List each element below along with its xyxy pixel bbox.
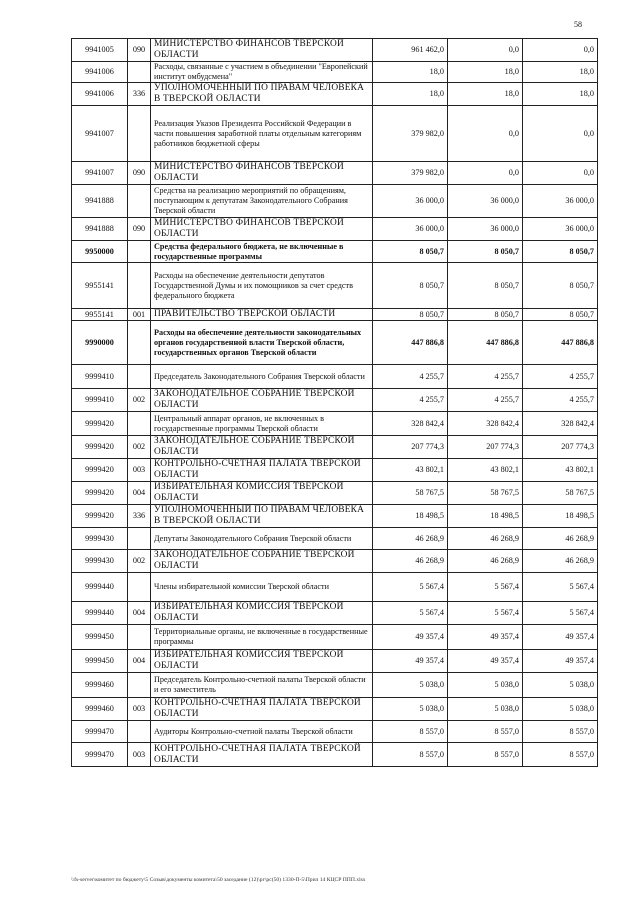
table-row [72, 459, 598, 482]
row-value-1: 18,0 [373, 83, 448, 106]
row-name: Расходы, связанные с участием в объединении "Европейский институт омбудсмена" [151, 62, 373, 83]
row-name: КОНТРОЛЬНО-СЧЕТНАЯ ПАЛАТА ТВЕРСКОЙ ОБЛАСТИ [151, 459, 373, 482]
row-value-1: 49 357,4 [373, 625, 448, 650]
row-subcode [128, 673, 151, 698]
budget-table [71, 38, 598, 767]
row-subcode [128, 62, 151, 83]
row-code: 9999420 [72, 459, 128, 482]
table-row [72, 573, 598, 602]
row-code: 9999460 [72, 673, 128, 698]
table-row [72, 743, 598, 767]
table-row [72, 482, 598, 505]
row-value-3: 43 802,1 [523, 459, 598, 482]
row-value-1: 4 255,7 [373, 389, 448, 412]
row-value-2: 5 038,0 [448, 698, 523, 721]
row-value-2: 0,0 [448, 162, 523, 185]
table-row [72, 528, 598, 550]
table-row [72, 721, 598, 743]
row-value-2: 49 357,4 [448, 650, 523, 673]
row-value-2: 4 255,7 [448, 389, 523, 412]
row-code: 9941007 [72, 106, 128, 162]
row-value-1: 447 886,8 [373, 321, 448, 365]
row-value-3: 36 000,0 [523, 185, 598, 218]
row-subcode [128, 321, 151, 365]
row-value-2: 0,0 [448, 39, 523, 62]
row-value-1: 379 982,0 [373, 162, 448, 185]
row-value-2: 8 050,7 [448, 241, 523, 263]
row-code: 9999470 [72, 721, 128, 743]
row-name: Председатель Контрольно-счетной палаты Тверской области и его заместитель [151, 673, 373, 698]
row-value-3: 46 268,9 [523, 550, 598, 573]
row-name: Территориальные органы, не включенные в государственные программы [151, 625, 373, 650]
row-value-2: 8 557,0 [448, 721, 523, 743]
row-value-2: 49 357,4 [448, 625, 523, 650]
row-name: ЗАКОНОДАТЕЛЬНОЕ СОБРАНИЕ ТВЕРСКОЙ ОБЛАСТИ [151, 550, 373, 573]
row-code: 9999420 [72, 412, 128, 436]
table-row [72, 389, 598, 412]
row-value-1: 5 038,0 [373, 698, 448, 721]
row-name: ИЗБИРАТЕЛЬНАЯ КОМИССИЯ ТВЕРСКОЙ ОБЛАСТИ [151, 602, 373, 625]
row-code: 9999420 [72, 482, 128, 505]
row-value-2: 4 255,7 [448, 365, 523, 389]
row-value-3: 49 357,4 [523, 650, 598, 673]
page-number: 58 [574, 20, 582, 29]
row-subcode [128, 365, 151, 389]
row-name: Члены избирательной комиссии Тверской области [151, 573, 373, 602]
row-subcode [128, 412, 151, 436]
row-value-1: 328 842,4 [373, 412, 448, 436]
table-row [72, 412, 598, 436]
row-value-3: 5 038,0 [523, 673, 598, 698]
table-row [72, 321, 598, 365]
row-name: Средства на реализацию мероприятий по обращениям, поступающим к депутатам Законодательного Собрания Тверской области [151, 185, 373, 218]
row-value-1: 46 268,9 [373, 550, 448, 573]
row-subcode: 090 [128, 162, 151, 185]
row-value-2: 5 038,0 [448, 673, 523, 698]
row-name: МИНИСТЕРСТВО ФИНАНСОВ ТВЕРСКОЙ ОБЛАСТИ [151, 39, 373, 62]
row-code: 9950000 [72, 241, 128, 263]
row-value-1: 18,0 [373, 62, 448, 83]
row-name: Средства федерального бюджета, не включенные в государственные программы [151, 241, 373, 263]
row-value-2: 5 567,4 [448, 602, 523, 625]
row-code: 9999430 [72, 550, 128, 573]
row-value-3: 49 357,4 [523, 625, 598, 650]
row-name: ЗАКОНОДАТЕЛЬНОЕ СОБРАНИЕ ТВЕРСКОЙ ОБЛАСТИ [151, 436, 373, 459]
row-subcode [128, 185, 151, 218]
row-name: МИНИСТЕРСТВО ФИНАНСОВ ТВЕРСКОЙ ОБЛАСТИ [151, 162, 373, 185]
row-subcode: 001 [128, 309, 151, 321]
table-row [72, 436, 598, 459]
row-value-2: 18,0 [448, 62, 523, 83]
row-name: ИЗБИРАТЕЛЬНАЯ КОМИССИЯ ТВЕРСКОЙ ОБЛАСТИ [151, 482, 373, 505]
row-code: 9999460 [72, 698, 128, 721]
row-value-3: 8 557,0 [523, 721, 598, 743]
row-code: 9999430 [72, 528, 128, 550]
row-subcode: 003 [128, 698, 151, 721]
row-code: 9999440 [72, 602, 128, 625]
table-row [72, 241, 598, 263]
row-subcode: 090 [128, 218, 151, 241]
row-value-1: 46 268,9 [373, 528, 448, 550]
row-name: Расходы на обеспечение деятельности законодательных органов государственной власти Тверской области, государственных органов Тверской области [151, 321, 373, 365]
row-value-1: 5 567,4 [373, 602, 448, 625]
row-name: ЗАКОНОДАТЕЛЬНОЕ СОБРАНИЕ ТВЕРСКОЙ ОБЛАСТИ [151, 389, 373, 412]
row-value-2: 46 268,9 [448, 550, 523, 573]
row-value-2: 328 842,4 [448, 412, 523, 436]
row-value-2: 36 000,0 [448, 218, 523, 241]
row-value-3: 8 050,7 [523, 309, 598, 321]
row-value-2: 0,0 [448, 106, 523, 162]
row-value-1: 58 767,5 [373, 482, 448, 505]
row-name: Депутаты Законодательного Собрания Тверской области [151, 528, 373, 550]
row-value-3: 18,0 [523, 83, 598, 106]
row-value-1: 961 462,0 [373, 39, 448, 62]
row-value-3: 5 038,0 [523, 698, 598, 721]
row-value-1: 8 050,7 [373, 241, 448, 263]
row-code: 9941888 [72, 185, 128, 218]
row-subcode: 336 [128, 83, 151, 106]
table-row [72, 625, 598, 650]
row-subcode: 003 [128, 743, 151, 767]
row-name: Расходы на обеспечение деятельности депутатов Государственной Думы и их помощников за счет средств федерального бюджета [151, 263, 373, 309]
file-path-footer: \\fs-server\комитет по бюджету\5 Созыв\документы комитета\50 заседание (12)\рг\рс(50) 1330-П-5\Прил 14 КЦСР ППП.xlsx [71, 877, 366, 883]
row-value-2: 58 767,5 [448, 482, 523, 505]
row-subcode: 004 [128, 602, 151, 625]
row-code: 9955141 [72, 263, 128, 309]
row-value-3: 4 255,7 [523, 365, 598, 389]
row-value-1: 8 050,7 [373, 309, 448, 321]
row-value-1: 4 255,7 [373, 365, 448, 389]
row-value-1: 8 557,0 [373, 721, 448, 743]
row-value-1: 8 557,0 [373, 743, 448, 767]
row-subcode: 090 [128, 39, 151, 62]
table-row [72, 185, 598, 218]
row-value-3: 5 567,4 [523, 602, 598, 625]
row-code: 9999410 [72, 365, 128, 389]
row-value-3: 18 498,5 [523, 505, 598, 528]
row-name: ИЗБИРАТЕЛЬНАЯ КОМИССИЯ ТВЕРСКОЙ ОБЛАСТИ [151, 650, 373, 673]
row-name: Центральный аппарат органов, не включенных в государственные программы Тверской области [151, 412, 373, 436]
row-value-2: 18,0 [448, 83, 523, 106]
table-row [72, 550, 598, 573]
row-code: 9999440 [72, 573, 128, 602]
table-row [72, 309, 598, 321]
row-subcode: 002 [128, 389, 151, 412]
row-name: УПОЛНОМОЧЕННЫЙ ПО ПРАВАМ ЧЕЛОВЕКА В ТВЕРСКОЙ ОБЛАСТИ [151, 83, 373, 106]
row-subcode: 004 [128, 482, 151, 505]
row-code: 9999450 [72, 650, 128, 673]
row-subcode [128, 721, 151, 743]
row-subcode [128, 106, 151, 162]
row-value-1: 36 000,0 [373, 185, 448, 218]
row-value-3: 36 000,0 [523, 218, 598, 241]
row-value-3: 4 255,7 [523, 389, 598, 412]
row-value-1: 43 802,1 [373, 459, 448, 482]
row-subcode [128, 263, 151, 309]
row-code: 9941006 [72, 62, 128, 83]
row-name: ПРАВИТЕЛЬСТВО ТВЕРСКОЙ ОБЛАСТИ [151, 309, 373, 321]
table-row [72, 162, 598, 185]
row-value-2: 5 567,4 [448, 573, 523, 602]
row-value-2: 207 774,3 [448, 436, 523, 459]
row-value-3: 447 886,8 [523, 321, 598, 365]
row-code: 9941005 [72, 39, 128, 62]
row-value-3: 5 567,4 [523, 573, 598, 602]
row-value-1: 207 774,3 [373, 436, 448, 459]
row-code: 9941006 [72, 83, 128, 106]
row-value-3: 0,0 [523, 39, 598, 62]
row-subcode: 002 [128, 436, 151, 459]
row-subcode: 004 [128, 650, 151, 673]
table-row [72, 62, 598, 83]
row-value-1: 18 498,5 [373, 505, 448, 528]
row-code: 9941007 [72, 162, 128, 185]
table-row [72, 650, 598, 673]
table-row [72, 83, 598, 106]
table-row [72, 218, 598, 241]
row-subcode [128, 625, 151, 650]
row-name: Реализация Указов Президента Российской Федерации в части повышения заработной платы отдельным категориям работников бюджетной сферы [151, 106, 373, 162]
row-code: 9999470 [72, 743, 128, 767]
row-value-1: 379 982,0 [373, 106, 448, 162]
row-value-3: 207 774,3 [523, 436, 598, 459]
row-code: 9941888 [72, 218, 128, 241]
row-code: 9955141 [72, 309, 128, 321]
row-name: МИНИСТЕРСТВО ФИНАНСОВ ТВЕРСКОЙ ОБЛАСТИ [151, 218, 373, 241]
row-value-1: 49 357,4 [373, 650, 448, 673]
row-name: УПОЛНОМОЧЕННЫЙ ПО ПРАВАМ ЧЕЛОВЕКА В ТВЕРСКОЙ ОБЛАСТИ [151, 505, 373, 528]
row-code: 9999420 [72, 505, 128, 528]
row-code: 9999420 [72, 436, 128, 459]
row-value-3: 0,0 [523, 106, 598, 162]
row-value-3: 46 268,9 [523, 528, 598, 550]
row-value-3: 8 050,7 [523, 241, 598, 263]
row-code: 9999410 [72, 389, 128, 412]
table-row [72, 698, 598, 721]
row-name: КОНТРОЛЬНО-СЧЕТНАЯ ПАЛАТА ТВЕРСКОЙ ОБЛАСТИ [151, 743, 373, 767]
row-value-2: 8 050,7 [448, 309, 523, 321]
table-row [72, 39, 598, 62]
row-value-2: 46 268,9 [448, 528, 523, 550]
row-value-3: 0,0 [523, 162, 598, 185]
table-row [72, 365, 598, 389]
row-value-3: 328 842,4 [523, 412, 598, 436]
row-value-2: 8 557,0 [448, 743, 523, 767]
row-value-3: 18,0 [523, 62, 598, 83]
row-subcode [128, 573, 151, 602]
row-code: 9999450 [72, 625, 128, 650]
row-name: КОНТРОЛЬНО-СЧЕТНАЯ ПАЛАТА ТВЕРСКОЙ ОБЛАСТИ [151, 698, 373, 721]
row-subcode [128, 528, 151, 550]
row-subcode: 336 [128, 505, 151, 528]
row-value-2: 36 000,0 [448, 185, 523, 218]
row-value-1: 36 000,0 [373, 218, 448, 241]
table-row [72, 106, 598, 162]
row-code: 9990000 [72, 321, 128, 365]
row-name: Аудиторы Контрольно-счетной палаты Тверской области [151, 721, 373, 743]
row-value-2: 18 498,5 [448, 505, 523, 528]
table-row [72, 505, 598, 528]
table-row [72, 602, 598, 625]
row-subcode: 002 [128, 550, 151, 573]
row-subcode: 003 [128, 459, 151, 482]
row-value-2: 8 050,7 [448, 263, 523, 309]
row-value-3: 8 557,0 [523, 743, 598, 767]
row-value-2: 447 886,8 [448, 321, 523, 365]
row-value-1: 5 567,4 [373, 573, 448, 602]
row-name: Председатель Законодательного Собрания Тверской области [151, 365, 373, 389]
row-value-3: 8 050,7 [523, 263, 598, 309]
table-row [72, 263, 598, 309]
row-subcode [128, 241, 151, 263]
row-value-3: 58 767,5 [523, 482, 598, 505]
row-value-1: 8 050,7 [373, 263, 448, 309]
row-value-2: 43 802,1 [448, 459, 523, 482]
row-value-1: 5 038,0 [373, 673, 448, 698]
table-row [72, 673, 598, 698]
